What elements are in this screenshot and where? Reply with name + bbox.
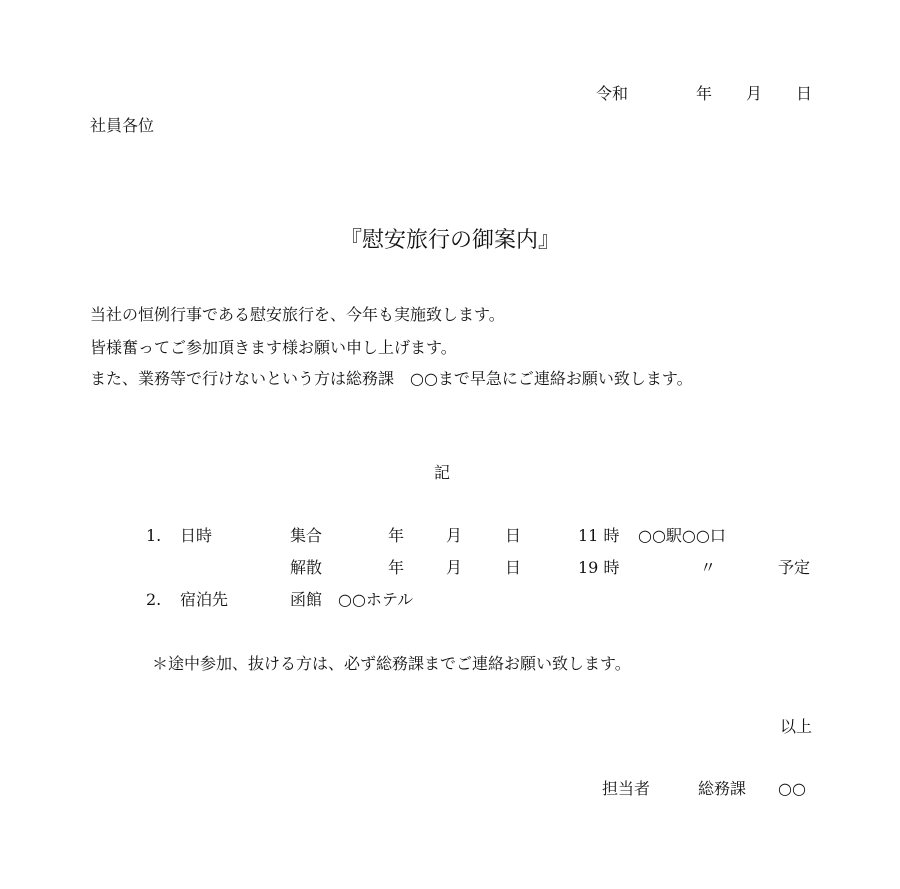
contact-label: 担当者 [602,779,651,798]
note-text: ＊途中参加、抜ける方は、必ず総務課までご連絡お願い致します。 [152,654,631,673]
issue-date [596,86,812,102]
ki-heading: 記 [433,463,450,482]
dismiss-ditto-mark: 〃 [700,558,717,577]
date-year-unit: 年 [695,84,712,103]
gather-day: 日 [505,526,522,545]
gather-label: 集合 [290,526,323,545]
addressee: 社員各位 [90,116,155,135]
item-2-number: 2. [146,590,162,609]
gather-place: ○○駅○○口 [638,526,726,545]
gather-time: 11 時 [578,526,620,545]
contact-dept: 総務課 [698,779,747,798]
item-2-label: 宿泊先 [180,590,229,609]
dismiss-label: 解散 [290,558,323,577]
closing-ijo: 以上 [779,717,812,736]
body-line-1: 当社の恒例行事である慰安旅行を、今年も実施致します。 [90,305,505,324]
dismiss-plan: 予定 [778,558,811,577]
document-title: 『慰安旅行の御案内』 [339,228,560,253]
item-1-label: 日時 [180,526,213,545]
lodging-value: 函館 ○○ホテル [290,590,414,609]
contact-person: ○○ [778,779,806,798]
body-line-2: 皆様奮ってご参加頂きます様お願い申し上げます。 [90,338,457,357]
date-month-unit: 月 [745,84,762,103]
dismiss-time: 19 時 [578,558,620,577]
dismiss-year: 年 [388,558,405,577]
dismiss-day: 日 [505,558,522,577]
gather-year: 年 [388,526,405,545]
dismiss-month: 月 [446,558,463,577]
gather-month: 月 [446,526,463,545]
item-1-number: 1. [146,526,162,545]
date-era: 令和 [595,84,628,103]
body-line-3: また、業務等で行けないという方は総務課 ○○まで早急にご連絡お願い致します。 [90,369,693,388]
date-day-unit: 日 [795,84,812,103]
